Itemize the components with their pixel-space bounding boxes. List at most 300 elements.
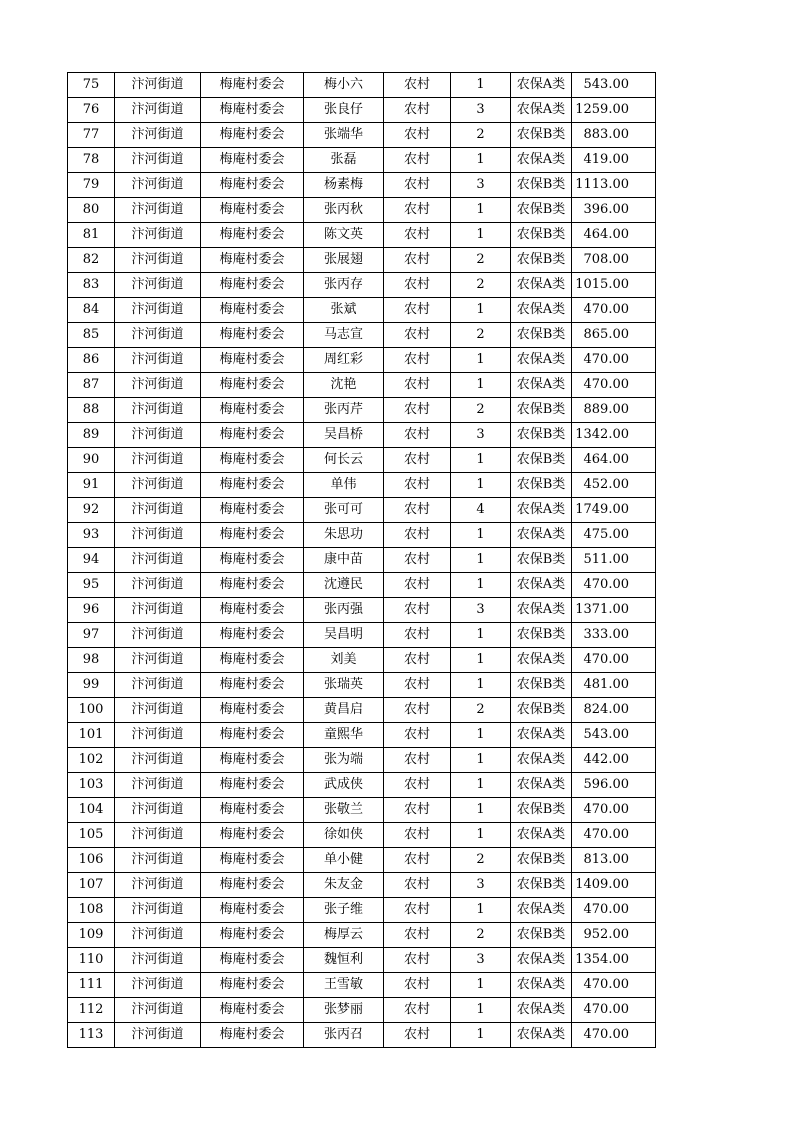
subsidy-amount-cell: 464.00 — [572, 448, 656, 473]
household-type-cell: 农村 — [384, 698, 451, 723]
subsidy-amount-cell: 813.00 — [572, 848, 656, 873]
row-number-cell: 107 — [68, 873, 115, 898]
subdistrict-cell: 汴河街道 — [115, 623, 201, 648]
subdistrict-cell: 汴河街道 — [115, 698, 201, 723]
table-row — [68, 998, 656, 1023]
village-committee-cell: 梅庵村委会 — [201, 148, 304, 173]
insurance-category-cell: 农保A类 — [511, 1023, 572, 1048]
resident-name-cell: 魏恒利 — [304, 948, 384, 973]
insurance-category-cell: 农保B类 — [511, 123, 572, 148]
subdistrict-cell: 汴河街道 — [115, 923, 201, 948]
subdistrict-cell: 汴河街道 — [115, 573, 201, 598]
subdistrict-cell: 汴河街道 — [115, 1023, 201, 1048]
resident-name-cell: 陈文英 — [304, 223, 384, 248]
table-row — [68, 848, 656, 873]
household-type-cell: 农村 — [384, 498, 451, 523]
resident-name-cell: 沈遵民 — [304, 573, 384, 598]
subdistrict-cell: 汴河街道 — [115, 373, 201, 398]
subdistrict-cell: 汴河街道 — [115, 73, 201, 98]
household-size-cell: 1 — [451, 523, 511, 548]
subsidy-amount-cell: 470.00 — [572, 298, 656, 323]
subdistrict-cell: 汴河街道 — [115, 398, 201, 423]
household-size-cell: 2 — [451, 848, 511, 873]
resident-name-cell: 朱思功 — [304, 523, 384, 548]
household-type-cell: 农村 — [384, 573, 451, 598]
subdistrict-cell: 汴河街道 — [115, 473, 201, 498]
table-row — [68, 348, 656, 373]
subdistrict-cell: 汴河街道 — [115, 798, 201, 823]
household-type-cell: 农村 — [384, 373, 451, 398]
subdistrict-cell: 汴河街道 — [115, 523, 201, 548]
resident-name-cell: 张丙召 — [304, 1023, 384, 1048]
table-row — [68, 248, 656, 273]
table-row — [68, 398, 656, 423]
table-row — [68, 123, 656, 148]
row-number-cell: 91 — [68, 473, 115, 498]
household-size-cell: 1 — [451, 298, 511, 323]
household-size-cell: 3 — [451, 98, 511, 123]
household-type-cell: 农村 — [384, 423, 451, 448]
insurance-category-cell: 农保B类 — [511, 448, 572, 473]
resident-name-cell: 周红彩 — [304, 348, 384, 373]
table-row — [68, 948, 656, 973]
household-type-cell: 农村 — [384, 398, 451, 423]
village-committee-cell: 梅庵村委会 — [201, 623, 304, 648]
subsidy-amount-cell: 883.00 — [572, 123, 656, 148]
table-row — [68, 373, 656, 398]
row-number-cell: 87 — [68, 373, 115, 398]
row-number-cell: 83 — [68, 273, 115, 298]
insurance-category-cell: 农保B类 — [511, 698, 572, 723]
household-size-cell: 3 — [451, 873, 511, 898]
household-type-cell: 农村 — [384, 148, 451, 173]
row-number-cell: 78 — [68, 148, 115, 173]
village-committee-cell: 梅庵村委会 — [201, 373, 304, 398]
table-row — [68, 698, 656, 723]
household-size-cell: 1 — [451, 823, 511, 848]
resident-name-cell: 康中苗 — [304, 548, 384, 573]
subsidy-amount-cell: 1015.00 — [572, 273, 656, 298]
subdistrict-cell: 汴河街道 — [115, 998, 201, 1023]
resident-name-cell: 张为端 — [304, 748, 384, 773]
household-size-cell: 3 — [451, 423, 511, 448]
subdistrict-cell: 汴河街道 — [115, 348, 201, 373]
row-number-cell: 77 — [68, 123, 115, 148]
subsidy-amount-cell: 475.00 — [572, 523, 656, 548]
subsidy-amount-cell: 396.00 — [572, 198, 656, 223]
resident-name-cell: 张丙存 — [304, 273, 384, 298]
subsidy-amount-cell: 708.00 — [572, 248, 656, 273]
row-number-cell: 85 — [68, 323, 115, 348]
subsidy-amount-cell: 470.00 — [572, 823, 656, 848]
insurance-category-cell: 农保B类 — [511, 548, 572, 573]
insurance-category-cell: 农保B类 — [511, 323, 572, 348]
insurance-category-cell: 农保A类 — [511, 598, 572, 623]
household-type-cell: 农村 — [384, 198, 451, 223]
resident-name-cell: 吴昌明 — [304, 623, 384, 648]
table-row — [68, 1023, 656, 1048]
row-number-cell: 92 — [68, 498, 115, 523]
subsidy-amount-cell: 543.00 — [572, 723, 656, 748]
insurance-category-cell: 农保A类 — [511, 573, 572, 598]
row-number-cell: 110 — [68, 948, 115, 973]
resident-name-cell: 张展翅 — [304, 248, 384, 273]
household-type-cell: 农村 — [384, 173, 451, 198]
table-row — [68, 623, 656, 648]
subdistrict-cell: 汴河街道 — [115, 748, 201, 773]
table-row — [68, 723, 656, 748]
village-committee-cell: 梅庵村委会 — [201, 973, 304, 998]
subdistrict-cell: 汴河街道 — [115, 548, 201, 573]
household-type-cell: 农村 — [384, 798, 451, 823]
insurance-category-cell: 农保A类 — [511, 998, 572, 1023]
row-number-cell: 97 — [68, 623, 115, 648]
subdistrict-cell: 汴河街道 — [115, 148, 201, 173]
household-size-cell: 4 — [451, 498, 511, 523]
row-number-cell: 86 — [68, 348, 115, 373]
table-row — [68, 473, 656, 498]
village-committee-cell: 梅庵村委会 — [201, 898, 304, 923]
household-type-cell: 农村 — [384, 98, 451, 123]
table-row — [68, 898, 656, 923]
table-row — [68, 223, 656, 248]
subsidy-amount-cell: 481.00 — [572, 673, 656, 698]
subdistrict-cell: 汴河街道 — [115, 873, 201, 898]
table-row — [68, 148, 656, 173]
subdistrict-cell: 汴河街道 — [115, 223, 201, 248]
household-type-cell: 农村 — [384, 923, 451, 948]
insurance-category-cell: 农保B类 — [511, 873, 572, 898]
village-committee-cell: 梅庵村委会 — [201, 573, 304, 598]
subdistrict-cell: 汴河街道 — [115, 448, 201, 473]
table-row — [68, 523, 656, 548]
household-size-cell: 2 — [451, 248, 511, 273]
insurance-category-cell: 农保A类 — [511, 148, 572, 173]
row-number-cell: 111 — [68, 973, 115, 998]
subdistrict-cell: 汴河街道 — [115, 423, 201, 448]
subsidy-amount-cell: 1113.00 — [572, 173, 656, 198]
resident-name-cell: 王雪敏 — [304, 973, 384, 998]
subdistrict-cell: 汴河街道 — [115, 498, 201, 523]
insurance-category-cell: 农保A类 — [511, 973, 572, 998]
insurance-category-cell: 农保B类 — [511, 848, 572, 873]
row-number-cell: 94 — [68, 548, 115, 573]
row-number-cell: 75 — [68, 73, 115, 98]
insurance-category-cell: 农保A类 — [511, 298, 572, 323]
subdistrict-cell: 汴河街道 — [115, 848, 201, 873]
resident-name-cell: 黄昌启 — [304, 698, 384, 723]
household-size-cell: 2 — [451, 398, 511, 423]
insurance-category-cell: 农保A类 — [511, 373, 572, 398]
household-size-cell: 1 — [451, 1023, 511, 1048]
subsidy-amount-cell: 1749.00 — [572, 498, 656, 523]
household-size-cell: 1 — [451, 648, 511, 673]
table-row — [68, 198, 656, 223]
subsidy-amount-cell: 543.00 — [572, 73, 656, 98]
village-committee-cell: 梅庵村委会 — [201, 523, 304, 548]
village-committee-cell: 梅庵村委会 — [201, 348, 304, 373]
table-row — [68, 423, 656, 448]
household-type-cell: 农村 — [384, 473, 451, 498]
subdistrict-cell: 汴河街道 — [115, 898, 201, 923]
household-type-cell: 农村 — [384, 673, 451, 698]
table-row — [68, 573, 656, 598]
insurance-category-cell: 农保B类 — [511, 673, 572, 698]
household-type-cell: 农村 — [384, 948, 451, 973]
household-size-cell: 1 — [451, 223, 511, 248]
household-size-cell: 2 — [451, 323, 511, 348]
household-size-cell: 1 — [451, 198, 511, 223]
insurance-category-cell: 农保B类 — [511, 423, 572, 448]
subsidy-amount-cell: 470.00 — [572, 373, 656, 398]
subsidy-amount-cell: 470.00 — [572, 998, 656, 1023]
household-size-cell: 1 — [451, 148, 511, 173]
resident-name-cell: 刘美 — [304, 648, 384, 673]
insurance-category-cell: 农保A类 — [511, 898, 572, 923]
subdistrict-cell: 汴河街道 — [115, 273, 201, 298]
subdistrict-cell: 汴河街道 — [115, 973, 201, 998]
resident-name-cell: 张子维 — [304, 898, 384, 923]
resident-name-cell: 杨素梅 — [304, 173, 384, 198]
row-number-cell: 93 — [68, 523, 115, 548]
insurance-category-cell: 农保B类 — [511, 398, 572, 423]
household-type-cell: 农村 — [384, 523, 451, 548]
subsidy-amount-cell: 442.00 — [572, 748, 656, 773]
village-committee-cell: 梅庵村委会 — [201, 723, 304, 748]
resident-name-cell: 张敬兰 — [304, 798, 384, 823]
village-committee-cell: 梅庵村委会 — [201, 748, 304, 773]
row-number-cell: 82 — [68, 248, 115, 273]
row-number-cell: 105 — [68, 823, 115, 848]
village-committee-cell: 梅庵村委会 — [201, 1023, 304, 1048]
table-row — [68, 648, 656, 673]
village-committee-cell: 梅庵村委会 — [201, 448, 304, 473]
insurance-category-cell: 农保B类 — [511, 198, 572, 223]
resident-name-cell: 张丙芹 — [304, 398, 384, 423]
household-type-cell: 农村 — [384, 123, 451, 148]
table-row — [68, 823, 656, 848]
village-committee-cell: 梅庵村委会 — [201, 673, 304, 698]
resident-name-cell: 单伟 — [304, 473, 384, 498]
village-committee-cell: 梅庵村委会 — [201, 123, 304, 148]
table-row — [68, 598, 656, 623]
table-row — [68, 748, 656, 773]
household-size-cell: 2 — [451, 273, 511, 298]
village-committee-cell: 梅庵村委会 — [201, 423, 304, 448]
household-type-cell: 农村 — [384, 823, 451, 848]
household-size-cell: 2 — [451, 123, 511, 148]
village-committee-cell: 梅庵村委会 — [201, 698, 304, 723]
insurance-category-cell: 农保B类 — [511, 223, 572, 248]
village-committee-cell: 梅庵村委会 — [201, 548, 304, 573]
resident-name-cell: 徐如侠 — [304, 823, 384, 848]
village-committee-cell: 梅庵村委会 — [201, 648, 304, 673]
subdistrict-cell: 汴河街道 — [115, 598, 201, 623]
household-type-cell: 农村 — [384, 648, 451, 673]
insurance-category-cell: 农保A类 — [511, 748, 572, 773]
village-committee-cell: 梅庵村委会 — [201, 998, 304, 1023]
subsidy-amount-cell: 889.00 — [572, 398, 656, 423]
household-size-cell: 1 — [451, 673, 511, 698]
table-row — [68, 923, 656, 948]
table-row — [68, 73, 656, 98]
household-type-cell: 农村 — [384, 998, 451, 1023]
village-committee-cell: 梅庵村委会 — [201, 398, 304, 423]
resident-name-cell: 童熙华 — [304, 723, 384, 748]
table-row — [68, 173, 656, 198]
subdistrict-cell: 汴河街道 — [115, 673, 201, 698]
insurance-category-cell: 农保A类 — [511, 773, 572, 798]
insurance-category-cell: 农保A类 — [511, 73, 572, 98]
row-number-cell: 98 — [68, 648, 115, 673]
resident-name-cell: 张瑞英 — [304, 673, 384, 698]
subsidy-amount-cell: 470.00 — [572, 1023, 656, 1048]
resident-name-cell: 张磊 — [304, 148, 384, 173]
household-size-cell: 1 — [451, 348, 511, 373]
table-row — [68, 673, 656, 698]
table-row — [68, 298, 656, 323]
subdistrict-cell: 汴河街道 — [115, 198, 201, 223]
resident-name-cell: 张斌 — [304, 298, 384, 323]
table-row — [68, 548, 656, 573]
village-committee-cell: 梅庵村委会 — [201, 223, 304, 248]
table-row — [68, 98, 656, 123]
resident-name-cell: 张端华 — [304, 123, 384, 148]
insurance-category-cell: 农保A类 — [511, 98, 572, 123]
row-number-cell: 112 — [68, 998, 115, 1023]
village-committee-cell: 梅庵村委会 — [201, 498, 304, 523]
roster-table — [67, 72, 656, 1048]
insurance-category-cell: 农保A类 — [511, 523, 572, 548]
village-committee-cell: 梅庵村委会 — [201, 948, 304, 973]
household-size-cell: 1 — [451, 623, 511, 648]
household-type-cell: 农村 — [384, 598, 451, 623]
subdistrict-cell: 汴河街道 — [115, 723, 201, 748]
village-committee-cell: 梅庵村委会 — [201, 473, 304, 498]
resident-name-cell: 武成侠 — [304, 773, 384, 798]
subdistrict-cell: 汴河街道 — [115, 648, 201, 673]
subsidy-amount-cell: 952.00 — [572, 923, 656, 948]
household-type-cell: 农村 — [384, 748, 451, 773]
row-number-cell: 81 — [68, 223, 115, 248]
village-committee-cell: 梅庵村委会 — [201, 298, 304, 323]
resident-name-cell: 梅小六 — [304, 73, 384, 98]
village-committee-cell: 梅庵村委会 — [201, 923, 304, 948]
household-size-cell: 1 — [451, 898, 511, 923]
insurance-category-cell: 农保B类 — [511, 623, 572, 648]
village-committee-cell: 梅庵村委会 — [201, 773, 304, 798]
insurance-category-cell: 农保B类 — [511, 798, 572, 823]
insurance-category-cell: 农保A类 — [511, 823, 572, 848]
household-type-cell: 农村 — [384, 973, 451, 998]
row-number-cell: 89 — [68, 423, 115, 448]
household-size-cell: 1 — [451, 573, 511, 598]
row-number-cell: 95 — [68, 573, 115, 598]
resident-name-cell: 单小健 — [304, 848, 384, 873]
resident-name-cell: 梅厚云 — [304, 923, 384, 948]
subsidy-amount-cell: 511.00 — [572, 548, 656, 573]
subsidy-amount-cell: 596.00 — [572, 773, 656, 798]
subsidy-amount-cell: 419.00 — [572, 148, 656, 173]
subsidy-amount-cell: 333.00 — [572, 623, 656, 648]
household-size-cell: 1 — [451, 973, 511, 998]
household-size-cell: 3 — [451, 173, 511, 198]
table-row — [68, 798, 656, 823]
resident-name-cell: 张丙强 — [304, 598, 384, 623]
subdistrict-cell: 汴河街道 — [115, 173, 201, 198]
row-number-cell: 108 — [68, 898, 115, 923]
household-size-cell: 1 — [451, 473, 511, 498]
table-row — [68, 873, 656, 898]
subsidy-amount-cell: 470.00 — [572, 573, 656, 598]
table-row — [68, 323, 656, 348]
row-number-cell: 96 — [68, 598, 115, 623]
row-number-cell: 102 — [68, 748, 115, 773]
village-committee-cell: 梅庵村委会 — [201, 598, 304, 623]
roster-table-body — [68, 73, 656, 1048]
resident-name-cell: 沈艳 — [304, 373, 384, 398]
household-size-cell: 3 — [451, 598, 511, 623]
subdistrict-cell: 汴河街道 — [115, 323, 201, 348]
resident-name-cell: 张可可 — [304, 498, 384, 523]
household-size-cell: 2 — [451, 698, 511, 723]
table-row — [68, 498, 656, 523]
resident-name-cell: 何长云 — [304, 448, 384, 473]
subsidy-amount-cell: 1371.00 — [572, 598, 656, 623]
row-number-cell: 80 — [68, 198, 115, 223]
row-number-cell: 76 — [68, 98, 115, 123]
household-type-cell: 农村 — [384, 723, 451, 748]
village-committee-cell: 梅庵村委会 — [201, 198, 304, 223]
row-number-cell: 90 — [68, 448, 115, 473]
insurance-category-cell: 农保A类 — [511, 948, 572, 973]
household-size-cell: 1 — [451, 998, 511, 1023]
subsidy-amount-cell: 824.00 — [572, 698, 656, 723]
household-type-cell: 农村 — [384, 248, 451, 273]
household-type-cell: 农村 — [384, 548, 451, 573]
row-number-cell: 103 — [68, 773, 115, 798]
village-committee-cell: 梅庵村委会 — [201, 873, 304, 898]
row-number-cell: 88 — [68, 398, 115, 423]
insurance-category-cell: 农保A类 — [511, 348, 572, 373]
subsidy-amount-cell: 1354.00 — [572, 948, 656, 973]
village-committee-cell: 梅庵村委会 — [201, 273, 304, 298]
table-row — [68, 773, 656, 798]
household-size-cell: 2 — [451, 923, 511, 948]
row-number-cell: 106 — [68, 848, 115, 873]
subdistrict-cell: 汴河街道 — [115, 948, 201, 973]
subdistrict-cell: 汴河街道 — [115, 123, 201, 148]
row-number-cell: 100 — [68, 698, 115, 723]
subdistrict-cell: 汴河街道 — [115, 773, 201, 798]
household-size-cell: 1 — [451, 373, 511, 398]
resident-name-cell: 朱友金 — [304, 873, 384, 898]
row-number-cell: 113 — [68, 1023, 115, 1048]
subsidy-amount-cell: 865.00 — [572, 323, 656, 348]
subsidy-amount-cell: 470.00 — [572, 973, 656, 998]
household-size-cell: 1 — [451, 798, 511, 823]
household-type-cell: 农村 — [384, 1023, 451, 1048]
subdistrict-cell: 汴河街道 — [115, 298, 201, 323]
household-type-cell: 农村 — [384, 348, 451, 373]
household-type-cell: 农村 — [384, 73, 451, 98]
household-type-cell: 农村 — [384, 873, 451, 898]
table-row — [68, 273, 656, 298]
subdistrict-cell: 汴河街道 — [115, 98, 201, 123]
subsidy-amount-cell: 470.00 — [572, 798, 656, 823]
subsidy-amount-cell: 470.00 — [572, 898, 656, 923]
subsidy-amount-cell: 1409.00 — [572, 873, 656, 898]
